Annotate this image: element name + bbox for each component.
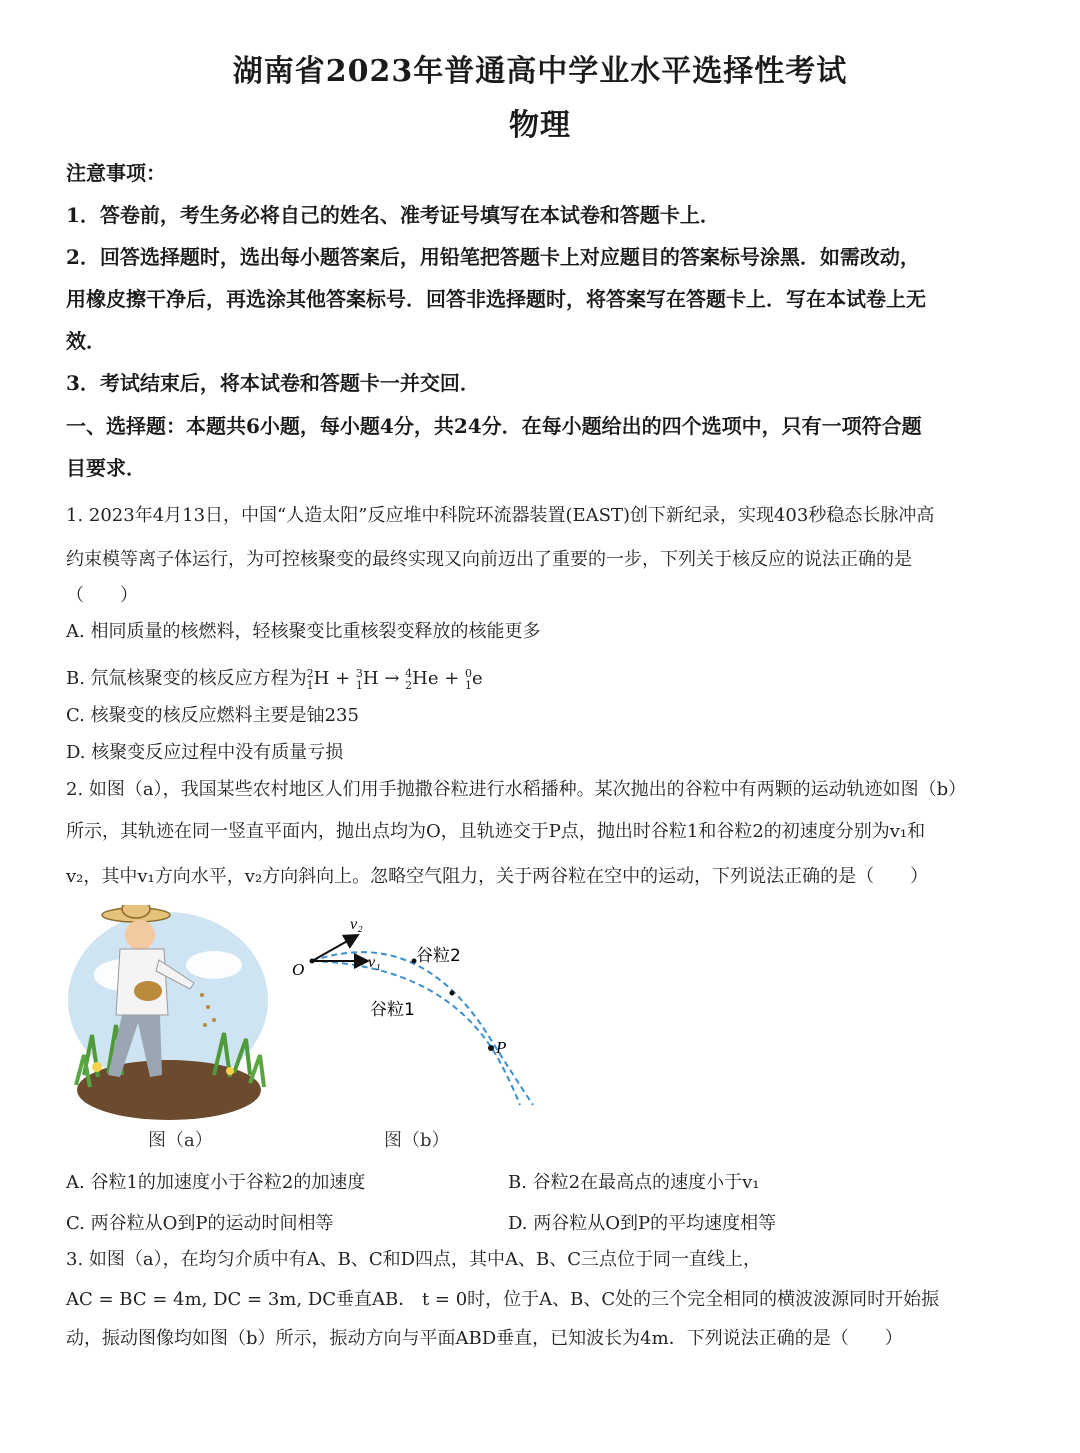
q1-option-b-equation: $^2_1$H + $^3_1$H → $^4_2$He + $^0_1$e	[306, 667, 483, 692]
q3-stem-line2: AC = BC = 4m, DC = 3m, DC垂直AB． t = 0时，位于A、B、C处的三个完全相同的横波波源同时开始振	[66, 1289, 940, 1310]
trajectory-grain-1	[312, 961, 520, 1105]
notice-heading: 注意事项：	[66, 161, 166, 185]
q1-option-c: C. 核聚变的核反应燃料主要是铀235	[66, 705, 359, 726]
q3-stem-line1: 3. 如图（a），在均匀介质中有A、B、C和D四点，其中A、B、C三点位于同一直线上，	[66, 1249, 762, 1270]
q1-bracket: （ ）	[66, 585, 138, 606]
q2-option-a: A. 谷粒1的加速度小于谷粒2的加速度	[66, 1172, 366, 1193]
section-heading-cont: 目要求．	[66, 456, 146, 480]
label-p: P	[496, 1038, 507, 1057]
q1-option-b-text: B. 氘氚核聚变的核反应方程为	[66, 668, 307, 689]
label-grain-2: 谷粒2	[416, 946, 461, 966]
label-v2: v₂	[350, 916, 363, 933]
notice-item-2: 2．回答选择题时，选出每小题答案后，用铅笔把答题卡上对应题目的答案标号涂黑．如需改动，	[66, 245, 920, 269]
notice-item-2-cont: 用橡皮擦干净后，再选涂其他答案标号．回答非选择题时，将答案写在答题卡上．写在本试卷上无	[66, 287, 926, 311]
q3-stem-line3: 动，振动图像均如图（b）所示，振动方向与平面ABD垂直，已知波长为4m．下列说法正确的是（ ）	[66, 1328, 903, 1349]
q2-option-b: B. 谷粒2在最高点的速度小于v₁	[508, 1172, 760, 1193]
label-o: O	[292, 960, 305, 979]
section-heading: 一、选择题：本题共6小题，每小题4分，共24分．在每小题给出的四个选项中，只有一项符合题	[66, 414, 922, 438]
q2-stem-line1: 2. 如图（a），我国某些农村地区人们用手抛撒谷粒进行水稻播种。某次抛出的谷粒中有两颗的运动轨迹如图（b）	[66, 779, 967, 800]
q1-stem-line2: 约束模等离子体运行，为可控核聚变的最终实现又向前迈出了重要的一步，下列关于核反应的说法正确的是	[66, 549, 912, 570]
notice-item-3: 3．考试结束后，将本试卷和答题卡一并交回．	[66, 371, 480, 395]
label-grain-1: 谷粒1	[370, 1000, 415, 1020]
trajectory-grain-2	[312, 952, 533, 1105]
velocity-v2-arrow	[312, 935, 358, 961]
label-v1: v₁	[368, 954, 381, 971]
notice-item-1: 1．答卷前，考生务必将自己的姓名、准考证号填写在本试卷和答题卡上．	[66, 203, 720, 227]
q2-stem-line2: 所示，其轨迹在同一竖直平面内，抛出点均为O，且轨迹交于P点，抛出时谷粒1和谷粒2的初速度分别为v₁和	[66, 821, 926, 842]
q2-option-d: D. 两谷粒从O到P的平均速度相等	[508, 1213, 777, 1234]
figure-a-caption: 图（a）	[148, 1130, 213, 1151]
q1-option-a: A. 相同质量的核燃料，轻核聚变比重核裂变释放的核能更多	[66, 621, 541, 642]
trajectory-diagram	[288, 905, 548, 1115]
farmer-illustration	[64, 905, 274, 1125]
q2-option-c: C. 两谷粒从O到P的运动时间相等	[66, 1213, 334, 1234]
exam-title: 湖南省2023年普通高中学业水平选择性考试	[232, 54, 848, 89]
q2-stem-line3: v₂，其中v₁方向水平，v₂方向斜向上。忽略空气阻力，关于两谷粒在空中的运动，下列说法正确的是（ ）	[66, 866, 929, 887]
q1-stem-line1: 1. 2023年4月13日，中国“人造太阳”反应堆中科院环流器装置(EAST)创下新纪录，实现403秒稳态长脉冲高	[66, 505, 935, 526]
subject-title: 物理	[509, 108, 571, 143]
notice-item-2-end: 效．	[66, 329, 106, 353]
figure-b-caption: 图（b）	[384, 1130, 450, 1151]
q1-option-d: D. 核聚变反应过程中没有质量亏损	[66, 742, 344, 763]
